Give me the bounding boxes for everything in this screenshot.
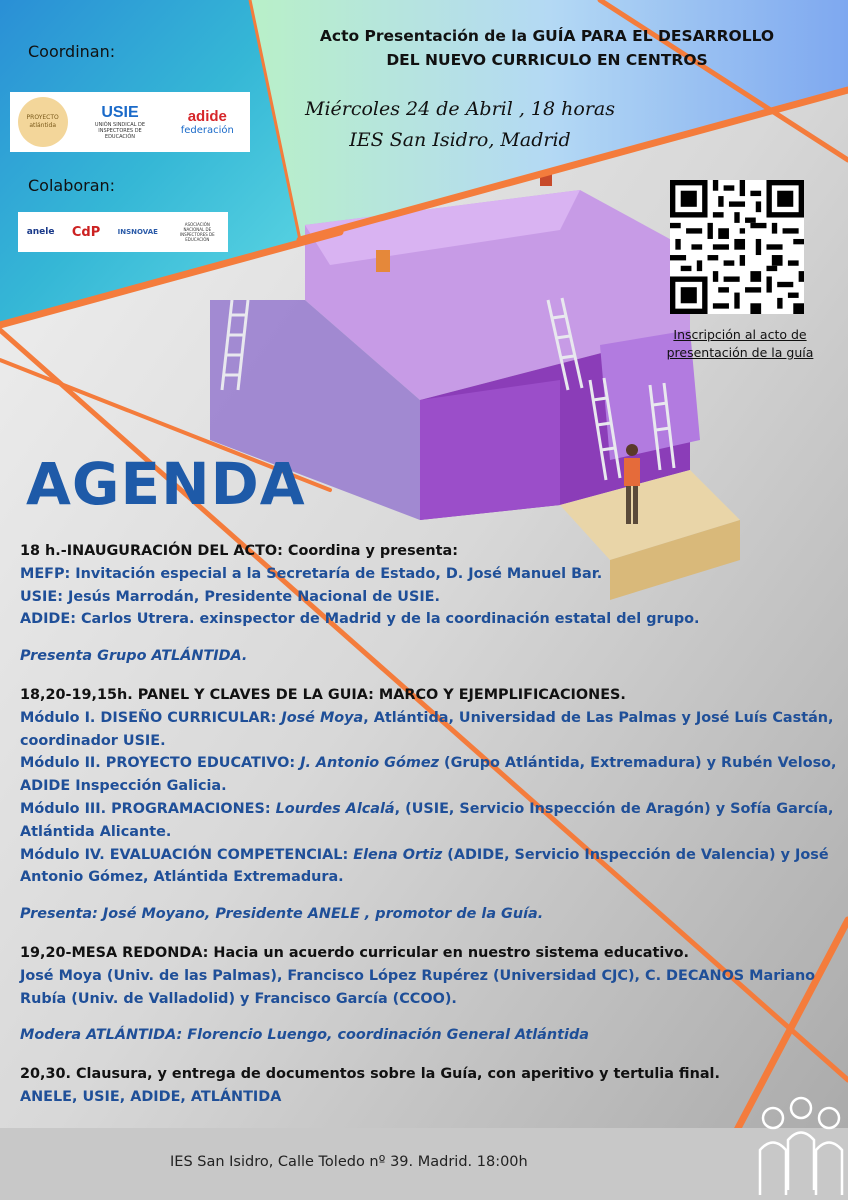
- agenda-presenter: Presenta: José Moyano, Presidente ANELE , promotor de la Guía.: [20, 906, 544, 923]
- module-speaker: José Moya: [281, 709, 364, 726]
- agenda-module: [20, 798, 840, 844]
- footer-address: IES San Isidro, Calle Toledo nº 39. Madrid. 18:00h: [170, 1154, 528, 1170]
- agenda-line: José Moya (Univ. de las Palmas), Francisco López Rupérez (Universidad CJC), C. DECANOS Mariano Rubía (Univ. de Valladolid) y Francisco García (CCOO).: [20, 967, 816, 1007]
- agenda-heading: AGENDA: [26, 450, 306, 518]
- collaborators-logo-strip: [18, 212, 228, 252]
- anele-logo: anele: [26, 227, 55, 237]
- registration-link[interactable]: [650, 326, 830, 362]
- module-details: (ADIDE, Servicio Inspección de Valencia) y José Antonio Gómez, Atlántida Extremadura.: [20, 846, 829, 886]
- agenda-module: [20, 752, 840, 798]
- module-label: Módulo IV. EVALUACIÓN COMPETENCIAL:: [20, 846, 349, 863]
- agenda-line: MEFP: Invitación especial a la Secretaría de Estado, D. José Manuel Bar.: [20, 565, 603, 582]
- event-datetime: [280, 94, 640, 156]
- module-label: Módulo I. DISEÑO CURRICULAR:: [20, 709, 277, 726]
- qr-code-icon[interactable]: [670, 180, 804, 314]
- module-speaker: Lourdes Alcalá: [275, 800, 395, 817]
- coordinan-label: Coordinan:: [28, 42, 116, 61]
- coordinators-logo-strip: [10, 92, 250, 152]
- agenda-block-panel: [20, 684, 840, 889]
- date-line: Miércoles 24 de Abril , 18 horas: [304, 98, 615, 120]
- cdp-logo: CdP: [71, 224, 101, 240]
- agenda-body: [20, 540, 840, 1123]
- module-details: (Grupo Atlántida, Extremadura) y Rubén Veloso, ADIDE Inspección Galicia.: [20, 755, 837, 795]
- qr-caption-line-1: Inscripción al acto de: [673, 327, 807, 342]
- agenda-line: 18 h.-INAUGURACIÓN DEL ACTO: Coordina y presenta:: [20, 543, 458, 559]
- agenda-line: USIE: Jesús Marrodán, Presidente Nacional de USIE.: [20, 588, 440, 605]
- agenda-line: 19,20-MESA REDONDA: Hacia un acuerdo curricular en nuestro sistema educativo.: [20, 944, 690, 961]
- adide-logo: adide federación: [180, 108, 234, 136]
- title-line-2: DEL NUEVO CURRICULO EN CENTROS: [386, 51, 708, 69]
- agenda-module: [20, 707, 840, 753]
- module-label: Módulo III. PROGRAMACIONES:: [20, 800, 271, 817]
- agenda-line: 20,30. Clausura, y entrega de documentos sobre la Guía, con aperitivo y tertulia final.: [20, 1066, 720, 1083]
- module-speaker: J. Antonio Gómez: [300, 755, 439, 772]
- title-line-1: Acto Presentación de la GUÍA PARA EL DESARROLLO: [319, 27, 775, 45]
- insnovae-logo: INSNOVAE: [117, 228, 158, 236]
- module-details: , Atlántida, Universidad de Las Palmas y José Luís Castán, coordinador USIE.: [20, 709, 834, 749]
- agenda-line: 18,20-19,15h. PANEL Y CLAVES DE LA GUIA: MARCO Y EJEMPLIFICACIONES.: [20, 686, 626, 703]
- agenda-line: ADIDE: Carlos Utrera. exinspector de Madrid y de la coordinación estatal del grupo.: [20, 611, 700, 628]
- colaboran-label: Colaboran:: [28, 176, 116, 195]
- agenda-moderator: Modera ATLÁNTIDA: Florencio Luengo, coordinación General Atlántida: [20, 1027, 589, 1044]
- agenda-block-closing: [20, 1063, 840, 1109]
- agenda-block-inauguration: [20, 540, 840, 631]
- agenda-presenter: Presenta Grupo ATLÁNTIDA.: [20, 648, 248, 665]
- event-title: [262, 24, 832, 72]
- usie-logo: USIE UNIÓN SINDICAL DE INSPECTORES DE EDUCACIÓN: [94, 104, 146, 140]
- anie-logo: ASOCIACIÓN NACIONAL DE INSPECTORES DE EDUCACIÓN: [179, 222, 215, 242]
- module-label: Módulo II. PROYECTO EDUCATIVO:: [20, 755, 296, 772]
- qr-caption-line-2: presentación de la guía: [666, 345, 814, 360]
- agenda-module: [20, 844, 840, 890]
- module-speaker: Elena Ortiz: [353, 846, 443, 863]
- venue-line: IES San Isidro, Madrid: [349, 129, 571, 151]
- agenda-block-round-table: [20, 942, 840, 1010]
- atlantida-logo: PROYECTO atlántida: [18, 97, 68, 147]
- module-details: , (USIE, Servicio Inspección de Aragón) y Sofía García, Atlántida Alicante.: [20, 800, 834, 840]
- agenda-line: ANELE, USIE, ADIDE, ATLÁNTIDA: [20, 1088, 282, 1105]
